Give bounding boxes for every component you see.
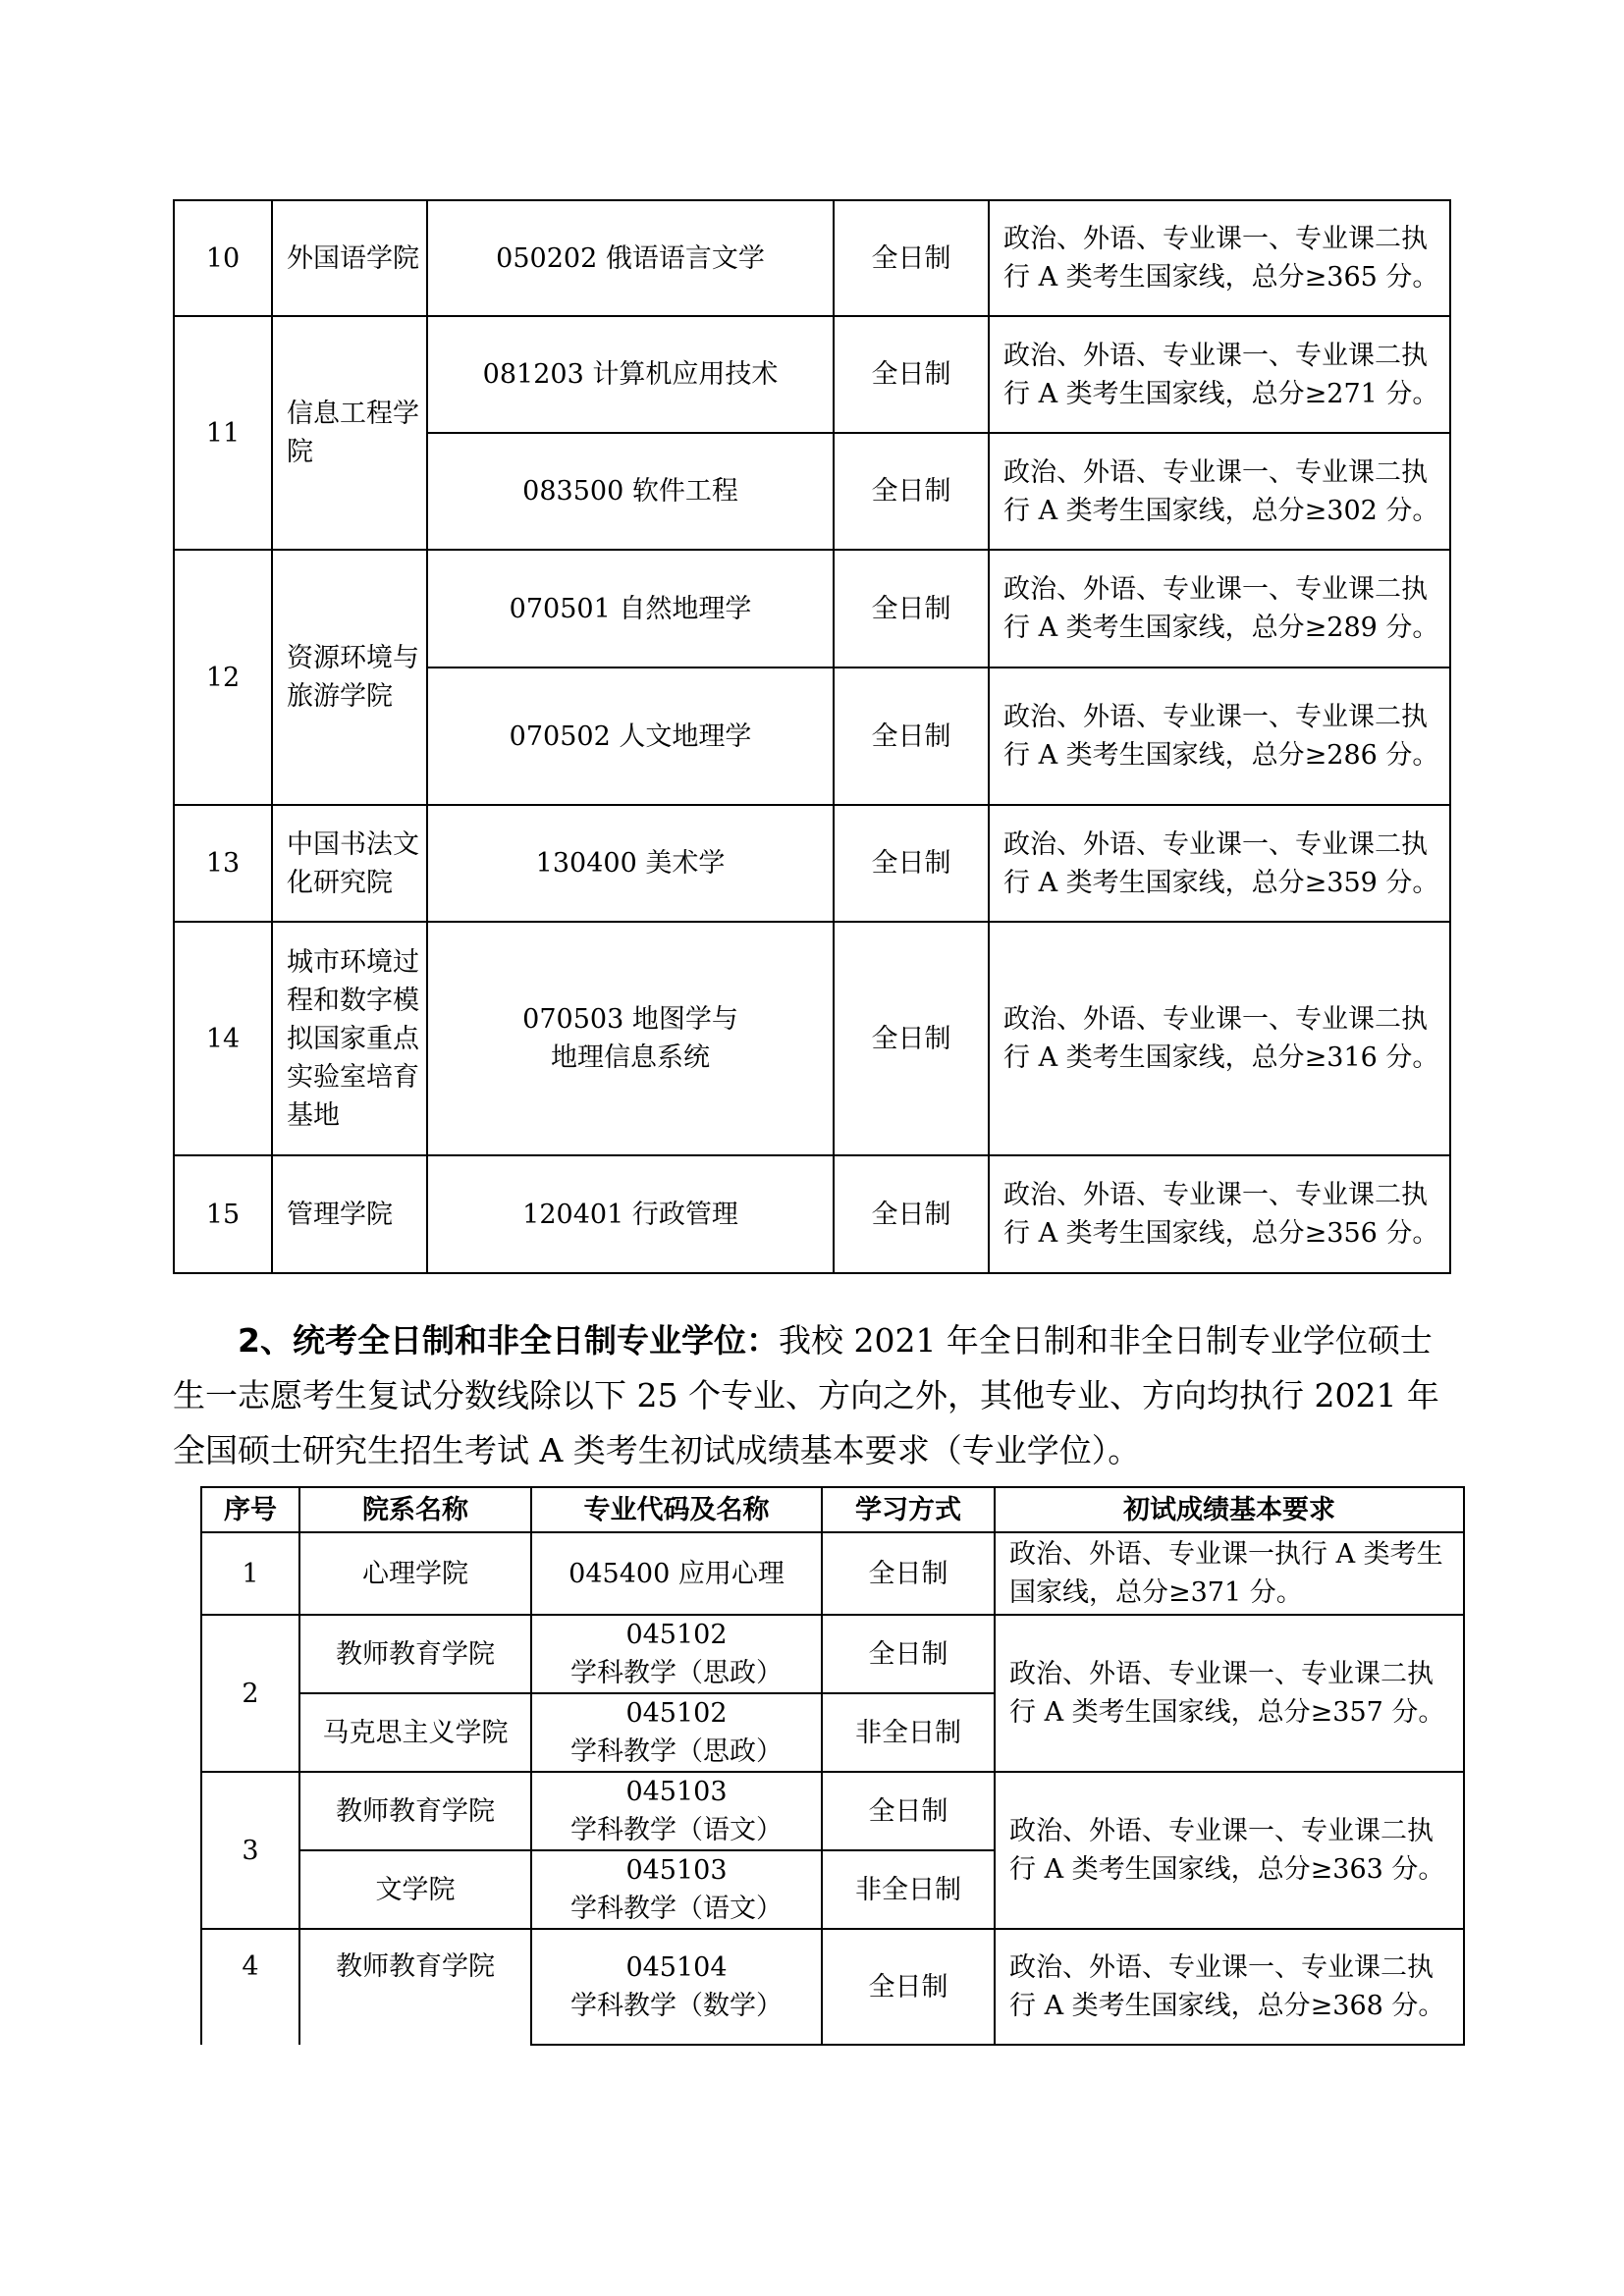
major-name: 081203 计算机应用技术 — [427, 316, 834, 433]
row-number: 13 — [174, 805, 272, 922]
header-requirement: 初试成绩基本要求 — [995, 1487, 1464, 1532]
row-number: 12 — [174, 550, 272, 805]
table-row — [174, 550, 1450, 667]
score-requirement: 政治、外语、专业课一、专业课二执行 A 类考生国家线，总分≥359 分。 — [989, 805, 1450, 922]
college-name: 信息工程学院 — [272, 316, 427, 550]
major-name: 学科教学（思政） — [570, 1736, 783, 1767]
major-name: 050202 俄语语言文学 — [427, 200, 834, 316]
score-table-professional — [200, 1486, 1465, 2046]
college-name: 心理学院 — [299, 1532, 531, 1615]
major-code: 045102 — [625, 1698, 728, 1729]
table-row — [174, 922, 1450, 1155]
major-name: 学科教学（数学） — [570, 1991, 783, 2021]
major-name: 045400 应用心理 — [531, 1532, 822, 1615]
study-mode: 全日制 — [822, 1615, 995, 1693]
score-requirement: 政治、外语、专业课一、专业课二执行 A 类考生国家线，总分≥356 分。 — [989, 1155, 1450, 1273]
study-mode: 非全日制 — [822, 1693, 995, 1772]
major-code: 045102 — [625, 1620, 728, 1650]
study-mode: 全日制 — [834, 922, 989, 1155]
table-row — [201, 1772, 1464, 1850]
header-college: 院系名称 — [299, 1487, 531, 1532]
table-row — [201, 1532, 1464, 1615]
score-requirement: 政治、外语、专业课一、专业课二执行 A 类考生国家线，总分≥316 分。 — [989, 922, 1450, 1155]
study-mode: 全日制 — [822, 1772, 995, 1850]
college-name: 教师教育学院 — [299, 1929, 531, 2045]
score-requirement: 政治、外语、专业课一、专业课二执行 A 类考生国家线，总分≥286 分。 — [989, 667, 1450, 805]
row-number: 10 — [174, 200, 272, 316]
row-number: 11 — [174, 316, 272, 550]
major-name — [427, 922, 834, 1155]
row-number: 14 — [174, 922, 272, 1155]
study-mode: 全日制 — [834, 316, 989, 433]
table-row — [174, 200, 1450, 316]
table-row — [201, 1929, 1464, 2045]
study-mode: 全日制 — [834, 805, 989, 922]
college-name: 资源环境与旅游学院 — [272, 550, 427, 805]
college-name: 教师教育学院 — [299, 1772, 531, 1850]
header-number: 序号 — [201, 1487, 299, 1532]
major-name: 083500 软件工程 — [427, 433, 834, 550]
row-number: 4 — [201, 1929, 299, 2045]
study-mode: 全日制 — [834, 667, 989, 805]
score-requirement: 政治、外语、专业课一、专业课二执行 A 类考生国家线，总分≥271 分。 — [989, 316, 1450, 433]
study-mode: 全日制 — [834, 200, 989, 316]
header-major: 专业代码及名称 — [531, 1487, 822, 1532]
table-row — [201, 1615, 1464, 1693]
table-header-row — [201, 1487, 1464, 1532]
score-requirement: 政治、外语、专业课一执行 A 类考生国家线，总分≥371 分。 — [995, 1532, 1464, 1615]
section-2-paragraph — [173, 1313, 1451, 1478]
major-cell — [531, 1850, 822, 1929]
row-number: 15 — [174, 1155, 272, 1273]
major-name: 学科教学（思政） — [570, 1658, 783, 1688]
score-requirement: 政治、外语、专业课一、专业课二执行 A 类考生国家线，总分≥357 分。 — [995, 1615, 1464, 1772]
college-name: 马克思主义学院 — [299, 1693, 531, 1772]
college-name: 教师教育学院 — [299, 1615, 531, 1693]
table-row — [174, 316, 1450, 433]
major-name: 学科教学（语文） — [570, 1894, 783, 1924]
table-row — [174, 805, 1450, 922]
major-cell — [531, 1615, 822, 1693]
major-name-text: 070503 地图学与地理信息系统 — [522, 1004, 738, 1073]
study-mode: 全日制 — [822, 1929, 995, 2045]
score-requirement: 政治、外语、专业课一、专业课二执行 A 类考生国家线，总分≥365 分。 — [989, 200, 1450, 316]
major-code: 045103 — [625, 1855, 728, 1886]
major-name: 070502 人文地理学 — [427, 667, 834, 805]
header-mode: 学习方式 — [822, 1487, 995, 1532]
study-mode: 全日制 — [834, 550, 989, 667]
score-requirement: 政治、外语、专业课一、专业课二执行 A 类考生国家线，总分≥289 分。 — [989, 550, 1450, 667]
college-name: 城市环境过程和数字模拟国家重点实验室培育基地 — [272, 922, 427, 1155]
row-number: 1 — [201, 1532, 299, 1615]
major-name: 120401 行政管理 — [427, 1155, 834, 1273]
major-name: 070501 自然地理学 — [427, 550, 834, 667]
study-mode: 非全日制 — [822, 1850, 995, 1929]
score-requirement: 政治、外语、专业课一、专业课二执行 A 类考生国家线，总分≥302 分。 — [989, 433, 1450, 550]
major-cell — [531, 1772, 822, 1850]
college-name: 外国语学院 — [272, 200, 427, 316]
score-table-academic — [173, 199, 1451, 1274]
study-mode: 全日制 — [834, 433, 989, 550]
major-cell — [531, 1929, 822, 2045]
table-row — [174, 1155, 1450, 1273]
major-cell — [531, 1693, 822, 1772]
row-number: 3 — [201, 1772, 299, 1929]
section-2-heading: 2、统考全日制和非全日制专业学位： — [238, 1321, 779, 1360]
study-mode: 全日制 — [834, 1155, 989, 1273]
college-name: 管理学院 — [272, 1155, 427, 1273]
score-requirement: 政治、外语、专业课一、专业课二执行 A 类考生国家线，总分≥368 分。 — [995, 1929, 1464, 2045]
score-requirement: 政治、外语、专业课一、专业课二执行 A 类考生国家线，总分≥363 分。 — [995, 1772, 1464, 1929]
major-code: 045104 — [625, 1952, 728, 1983]
study-mode: 全日制 — [822, 1532, 995, 1615]
major-name: 130400 美术学 — [427, 805, 834, 922]
major-name: 学科教学（语文） — [570, 1815, 783, 1845]
college-name: 文学院 — [299, 1850, 531, 1929]
section-2-body: 我校 2021 年全日制和非全日制专业学位硕士生一志愿考生复试分数线除以下 25 个专业、方向之外，其他专业、方向均执行 2021 年全国硕士研究生招生考试 A 类考生初试成绩基本要求（专业学位）。 — [173, 1321, 1439, 1469]
major-code: 045103 — [625, 1777, 728, 1807]
college-name: 中国书法文化研究院 — [272, 805, 427, 922]
row-number: 2 — [201, 1615, 299, 1772]
